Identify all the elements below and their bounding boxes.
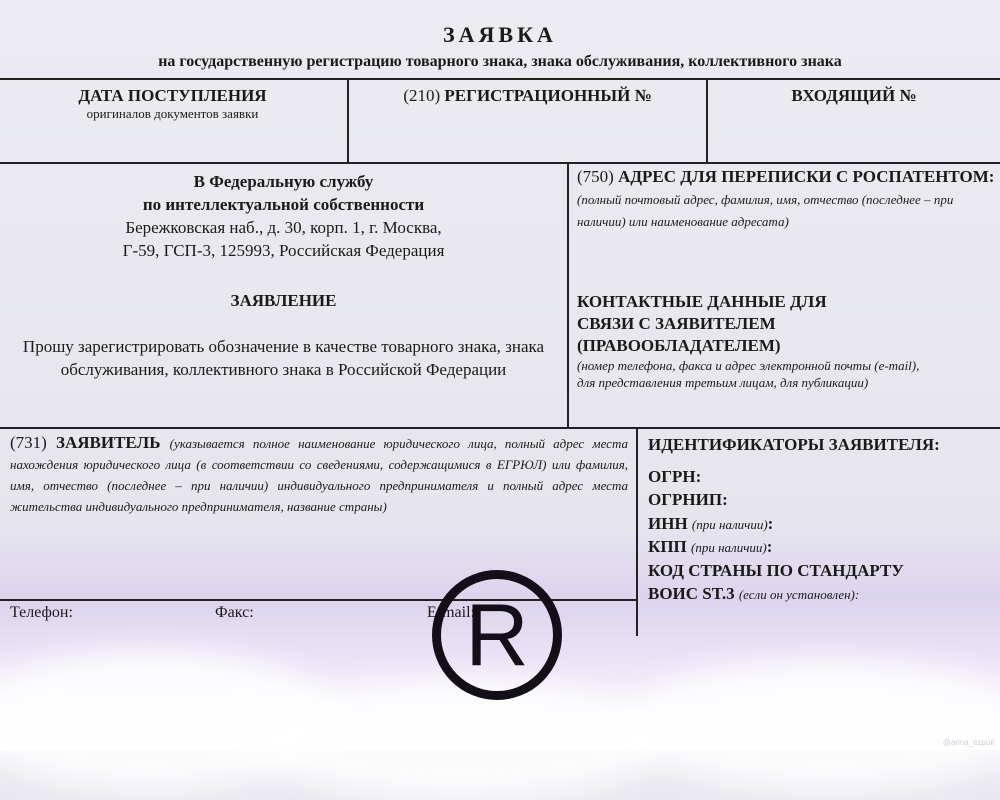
registered-trademark-icon (432, 570, 562, 700)
address-code: (750) (577, 167, 614, 186)
correspondence-address-cell[interactable] (577, 166, 997, 232)
recipient-line: по интеллектуальной собственности (142, 195, 425, 214)
ogrnip-label: ОГРНИП: (648, 490, 728, 509)
statement-text: Прошу зарегистрировать обозначение в качестве товарного знака, знака обслуживания, коллективного знака в Российской Федерации (22, 337, 545, 379)
form-title: ЗАЯВКА (443, 22, 557, 47)
inn-label: ИНН (648, 513, 688, 533)
date-title: ДАТА ПОСТУПЛЕНИЯ (78, 86, 267, 105)
form-subtitle: на государственную регистрацию товарного знака, знака обслуживания, коллективного знака (158, 53, 842, 70)
date-subtitle: оригиналов документов заявки (86, 106, 259, 121)
statement-title: ЗАЯВЛЕНИЕ (230, 291, 337, 310)
address-title: АДРЕС ДЛЯ ПЕРЕПИСКИ С РОСПАТЕНТОМ: (618, 167, 995, 186)
identifiers-title: ИДЕНТИФИКАТОРЫ ЗАЯВИТЕЛЯ: (648, 435, 940, 454)
phone-label: Телефон: (10, 604, 73, 621)
recipient-line: В Федеральную службу (193, 172, 374, 191)
address-note: (полный почтовый адрес, фамилия, имя, отчество (последнее – при наличии) или наименование адресата) (577, 192, 954, 229)
country-code-standard: ВОИС ST.3 (648, 584, 735, 603)
applicant-title: ЗАЯВИТЕЛЬ (56, 433, 161, 452)
recipient-address: Г-59, ГСП-3, 125993, Российская Федерация (122, 241, 445, 260)
watermark: @arina_ezpuil (942, 738, 994, 747)
incoming-number-cell[interactable]: ВХОДЯЩИЙ № (791, 86, 917, 105)
email-label: E-mail: (427, 604, 475, 621)
fax-label: Факс: (215, 604, 254, 621)
ogrn-label: ОГРН: (648, 466, 702, 486)
reg-code: (210) (403, 86, 441, 105)
recipient-address: Бережковская наб., д. 30, корп. 1, г. Москва, (125, 218, 442, 237)
country-code-label: КОД СТРАНЫ ПО СТАНДАРТУ (648, 560, 904, 580)
applicant-note: (указывается полное наименование юридического лица, полный адрес места нахождения юридического лица (в соответствии со сведениями, содержащимися в ЕГРЮЛ) или фамилия, имя, отчество (последнее – при наличии) индивидуального предпринимателя и полный адрес места жительства индивидуального предпринимателя, название страны) (10, 436, 628, 514)
contacts-note: (номер телефона, факса и адрес электронной почты (e-mail), для представления третьим лицам, для публикации) (577, 358, 920, 390)
reg-title: РЕГИСТРАЦИОННЫЙ № (444, 86, 652, 105)
inn-note: (при наличии) (691, 516, 768, 532)
applicant-cell[interactable] (10, 433, 628, 517)
registered-letter: R (465, 585, 529, 684)
registration-number-cell[interactable] (349, 86, 706, 106)
country-code-note: (если он установлен): (738, 587, 860, 602)
kpp-label: КПП (648, 537, 687, 556)
contact-data-cell[interactable] (577, 291, 920, 391)
kpp-note: (при наличии) (691, 540, 767, 555)
contacts-title: КОНТАКТНЫЕ ДАННЫЕ ДЛЯ СВЯЗИ С ЗАЯВИТЕЛЕМ (ПРАВООБЛАДАТЕЛЕМ) (577, 292, 827, 355)
applicant-code: (731) (10, 433, 47, 452)
applicant-identifiers[interactable]: ИДЕНТИФИКАТОРЫ ЗАЯВИТЕЛЯ: ОГРН: ОГРНИП: ИНН (при наличии): КПП (при наличии): КОД СТРАНЫ ПО СТАНДАРТУ ВОИС ST.3 (если он установлен): (648, 435, 940, 603)
date-received-cell[interactable] (0, 86, 345, 122)
recipient-block (0, 170, 567, 262)
